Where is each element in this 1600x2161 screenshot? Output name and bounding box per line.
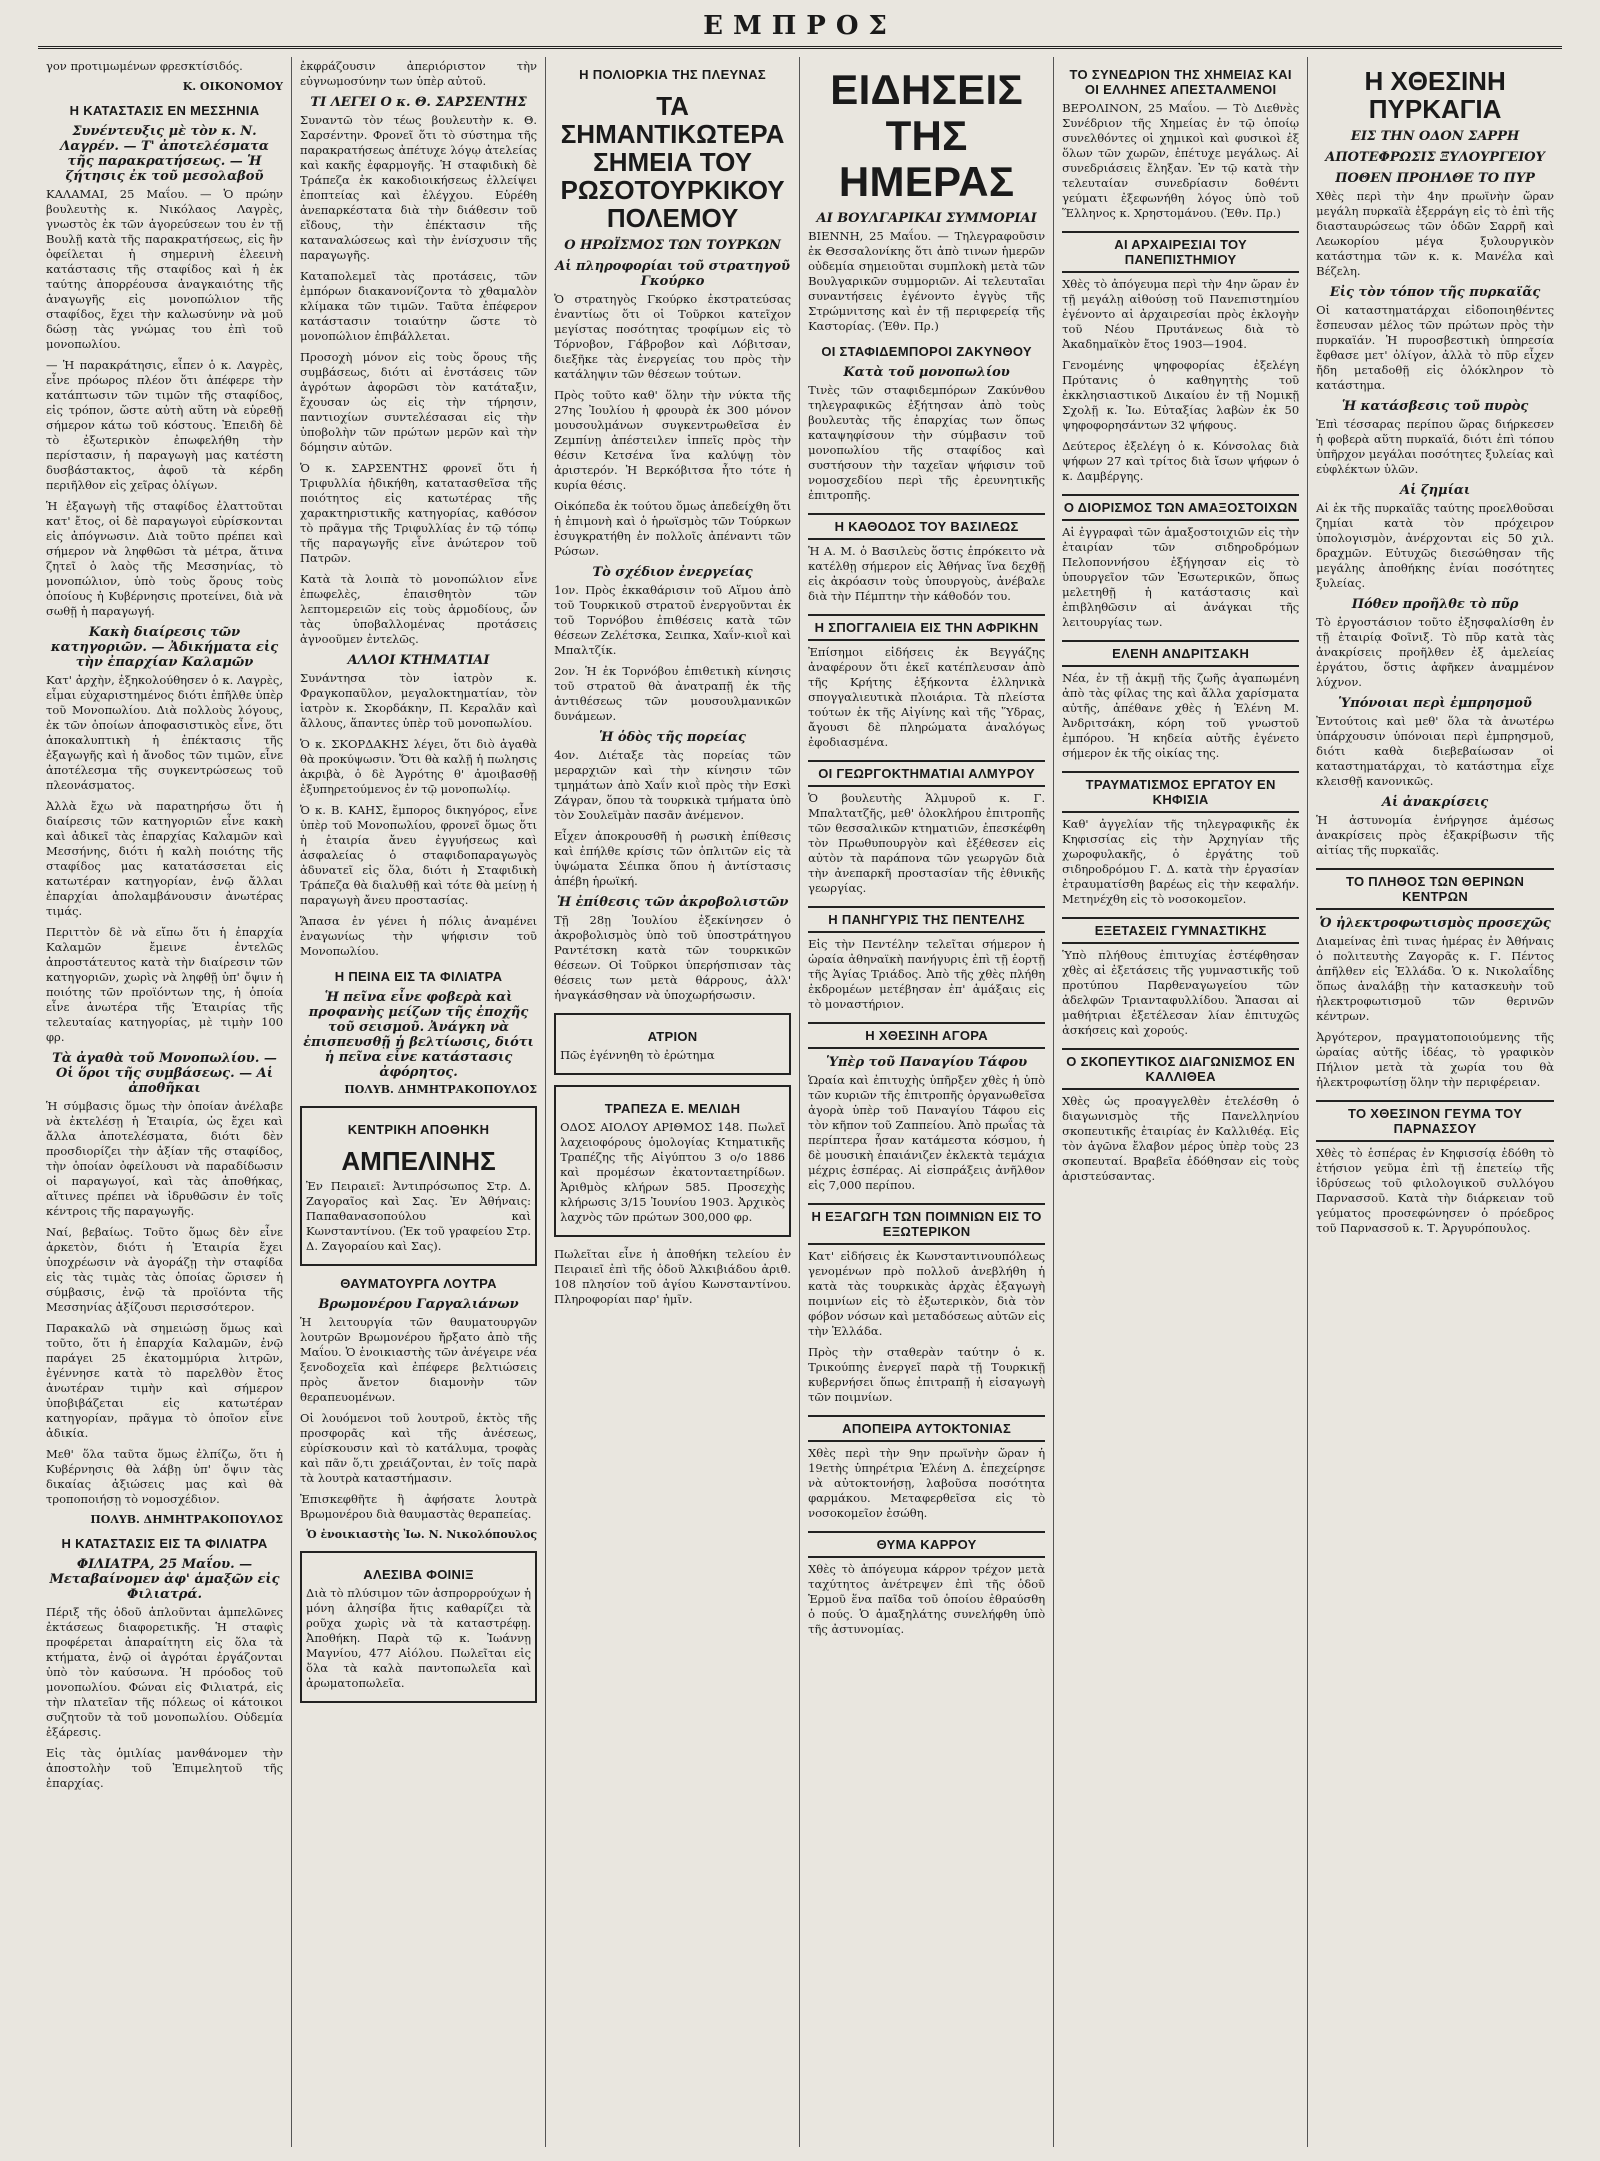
article-headline: ΘΥΜΑ ΚΑΡΡΟΥ xyxy=(808,1531,1045,1558)
article-headline: ΕΛΕΝΗ ΑΝΔΡΙΤΣΑΚΗ xyxy=(1062,640,1299,667)
article-paragraph: Ὁ στρατηγὸς Γκούρκο ἐκστρατεύσας ἐναντίως ὅτι οἱ Τοῦρκοι κατεῖχον μεγίστας ποσότητας τροφίμων εἰς τὸ Τόρνοβον, Γάβροβον καὶ Λόβιτσαν, διεξῆκε τὰς ἐνεργείας του πρὸς τὴν κατάληψιν τῶν θέσεων τούτων. xyxy=(554,292,792,381)
article-subheading: Τὸ σχέδιον ἐνεργείας xyxy=(592,565,753,580)
column-2 xyxy=(292,57,546,2147)
article-headline: Η ΕΞΑΓΩΓΗ ΤΩΝ ΠΟΙΜΝΙΩΝ ΕΙΣ ΤΟ ΕΞΩΤΕΡΙΚΟΝ xyxy=(808,1203,1045,1245)
article-paragraph: Πρὸς τὴν σταθερὰν ταύτην ὁ κ. Τρικούπης ἐνεργεῖ παρὰ τῇ Τουρκικῇ κυβερνήσει ὅπως ἐπιτραπῇ ἡ εἰσαγωγὴ τῶν ποιμνίων. xyxy=(808,1345,1046,1404)
article-paragraph: Ὁ κ. ΣΑΡΣΕΝΤΗΣ φρονεῖ ὅτι ἡ Τριφυλλία ἠδικήθη, κατατασθεῖσα τῆς ποιότητος εἰς κατωτέρας τῆς χαρακτηριστικῆς κατηγορίας, καθόσον τὸ πρᾶγμα τῆς Τριφυλλίας ἐν τῷ τόπῳ τῆς παραγωγῆς εἶνε ἀνώτερον τοῦ Πατρῶν. xyxy=(300,461,538,565)
advertisement-title: ΑΜΠΕΛΙΝΗΣ xyxy=(341,1146,496,1176)
article-headline: Η ΚΑΤΑΣΤΑΣΙΣ ΕΝ ΜΕΣΣΗΝΙΑ xyxy=(69,103,260,118)
article-paragraph: Ἡ λειτουργία τῶν θαυματουργῶν λουτρῶν Βρωμονέρου ἤρξατο ἀπὸ τῆς Μαΐου. Ὁ ἐνοικιαστὴς τῶν ἀνέγειρε νέα ξενοδοχεῖα καὶ ἐπέφερε βελτιώσεις πρὸς ἄνετον διαμονὴν τῶν θεραπευομένων. xyxy=(300,1315,538,1404)
article-subheading: Ο ΗΡΩΪΣΜΟΣ ΤΩΝ ΤΟΥΡΚΩΝ xyxy=(564,238,781,253)
column-6 xyxy=(1308,57,1562,2147)
article-paragraph: Τῇ 28ῃ Ἰουλίου ἐξεκίνησεν ὁ ἀκροβολισμὸς ὑπὸ τοῦ ὑποστράτηγου Ραντέτσκη κατὰ τῶν τουρκικῶν θέσεων. Οἱ Τοῦρκοι ὑπερήσπισαν τὰς θέσεις των μετὰ θάρρους, ἀλλ' ἠναγκάσθησαν νὰ ὑποχωρήσωσιν. xyxy=(554,913,792,1002)
article-paragraph: Οἱ καταστηματάρχαι εἰδοποιηθέντες ἔσπευσαν μέλος τῶν πρώτων πρὸς τὴν πυρκαϊάν. Ἡ πυροσβεστικὴ ὑπηρεσία ἔφθασε μετ' ὀλίγον, ἀλλὰ τὸ πῦρ εἶχεν ἤδη μεταδοθῇ εἰς ὁλόκληρον τὸ κατάστημα. xyxy=(1316,303,1555,392)
article-paragraph: γον προτιμωμένων φρεσκτίσιδός. xyxy=(46,59,243,73)
news-of-the-day-headline: ΕΙΔΗΣΕΙΣ ΤΗΣ ΗΜΕΡΑΣ xyxy=(830,66,1023,205)
article-subheading: Ὑπὲρ τοῦ Παναγίου Τάφου xyxy=(826,1055,1028,1070)
article-paragraph: Δεύτερος ἐξελέγη ὁ κ. Κόνσολας διὰ ψήφων 27 καὶ τρίτος διὰ ἴσων ψήφων ὁ κ. Δαμβέργης. xyxy=(1062,439,1300,483)
article-headline: ΑΠΟΠΕΙΡΑ ΑΥΤΟΚΤΟΝΙΑΣ xyxy=(808,1415,1045,1442)
article-paragraph: Ὁ κ. ΣΚΟΡΔΑΚΗΣ λέγει, ὅτι διὸ ἀγαθὰ θὰ προκύψωσιν. Ὅτι θὰ καλῇ ἡ πωλησις ἀκριβὰ, ὁ δὲ Ἀγρότης θ' ἀμοιβασθῇ ἐξυπηρετούμενος ἐν τῷ μονοπωλίῳ. xyxy=(300,737,538,796)
article-subheading: Κακὴ διαίρεσις τῶν κατηγοριῶν. — Ἀδικήματα εἰς τὴν ἐπαρχίαν Καλαμῶν xyxy=(50,625,279,670)
article-paragraph: Κατὰ τὰ λοιπὰ τὸ μονοπώλιον εἶνε ἐπωφελὲς, ἐπαισθητὸν τῶν λεπτομερειῶν εἰς τοὺς ἁρμοδίους, ὧν τὰς ὑποβαλλομένας προτάσεις ἀγνοοῦμεν ἐντελῶς. xyxy=(300,572,538,646)
article-paragraph: Χθὲς περὶ τὴν 4ην πρωϊνὴν ὥραν μεγάλη πυρκαϊὰ ἐξερράγη εἰς τὸ ἐπὶ τῆς διασταυρώσεως τῶν ὁδῶν Σαρρῆ καὶ Λεωκορίου μέγα ξυλουργικὸν κατάστημα τῶν κ. κ. Μανέλα καὶ Βέζελη. xyxy=(1316,189,1555,278)
article-paragraph: Χθὲς περὶ τὴν 9ην πρωϊνὴν ὥραν ἡ 19ετὴς ὑπηρέτρια Ἑλένη Δ. ἐπεχείρησε νὰ αὐτοκτονήσῃ, λαβοῦσα ποσότητα φαρμάκου. Μεταφερθεῖσα εἰς τὸ νοσοκομεῖον ἐσώθη. xyxy=(808,1446,1046,1520)
article-paragraph: 4ον. Διέταξε τὰς πορείας τῶν μεραρχιῶν καὶ τὴν κίνησιν τῶν τμημάτων ἀπὸ Χαΐν κιοῒ πρὸς τὴν Εσκὶ Ζάγραν, ὅπου τὰ τουρκικὰ τμήματα ὑπὸ τὸν Σουλεϊμὰν πασᾶν ἀνέμενον. xyxy=(554,748,792,822)
advertisement xyxy=(300,1106,537,1266)
article-paragraph: Ἡ ἐξαγωγὴ τῆς σταφίδος ἐλαττοῦται κατ' ἔτος, οἱ δὲ παραγωγοὶ εὑρίσκονται εἰς ἀπόγνωσιν. Διὰ τοῦτο πρέπει καὶ σήμερον νὰ ληφθῶσι τὰ μέτρα, ἅτινα ζητεῖ ὁ λαὸς τῆς Μεσσηνίας, τὸ μονοπώλιον, ὑπὸ τοὺς ὅρους τοὺς ὁποίους ἡ Κυβέρνησις προτείνει, διὰ νὰ σωθῇ ἡ παραγωγή. xyxy=(46,499,284,618)
article-headline: ΤΟ ΠΛΗΘΟΣ ΤΩΝ ΘΕΡΙΝΩΝ ΚΕΝΤΡΩΝ xyxy=(1316,868,1554,910)
article-headline: Η ΣΠΟΓΓΑΛΙΕΙΑ ΕΙΣ ΤΗΝ ΑΦΡΙΚΗΝ xyxy=(808,614,1045,641)
article-subheading: Ὁ ἠλεκτροφωτισμὸς προσεχῶς xyxy=(1319,916,1551,931)
article-paragraph: Πρὸς τοῦτο καθ' ὅλην τὴν νύκτα τῆς 27ης Ἰουλίου ἡ φρουρὰ ἐκ 300 μόνον μουσουλμάνων συγκεντρωθεῖσα ἐν Ζεμπίνῃ ἀπέστειλεν ἱππεῖς πρὸς τὴν θέσιν Κετσένα ἵνα καλύψῃ τὸν ἀριστερόν. Ἡ Βερκόβιτσα ἦτο τότε ἡ κυρία θέσις. xyxy=(554,388,792,492)
article-paragraph: Μεθ' ὅλα ταῦτα ὅμως ἐλπίζω, ὅτι ἡ Κυβέρνησις θὰ λάβῃ ὑπ' ὄψιν τὰς δικαίας ἀξιώσεις μας καὶ θὰ τροποποιήσῃ τὸ νομοσχέδιον. xyxy=(46,1447,284,1506)
article-subheading: ΕΙΣ ΤΗΝ ΟΔΟΝ ΣΑΡΡΗ xyxy=(1350,129,1520,144)
advertisement xyxy=(554,1013,791,1075)
article-paragraph: Ἀργότερον, πραγματοποιούμενης τῆς ὡραίας αὐτῆς ἰδέας, τὸ γραφικὸν Πήλιον μετὰ τὰ χωρία του θὰ ἠλεκτροφωτίσῃ ὅλην τὴν περιφέρειαν. xyxy=(1316,1030,1555,1089)
article-paragraph: Διαμείνας ἐπὶ τινας ἡμέρας ἐν Ἀθήναις ὁ πολιτευτὴς Ζαγορᾶς κ. Γ. Πέντος ἀπῆλθεν εἰς Ἑλλάδα. Ὁ κ. Νικολαΐδης ὅπως ἀναλάβῃ τὴν κατασκευὴν τοῦ ἠλεκτροφωτισμοῦ τῶν θερινῶν κέντρων. xyxy=(1316,934,1555,1023)
article-subheading: Αἱ πληροφορίαι τοῦ στρατηγοῦ Γκούρκο xyxy=(555,259,791,289)
article-paragraph: Ἅπασα ἐν γένει ἡ πόλις ἀναμένει ἐναγωνίως τὴν ψήφισιν τοῦ Μονοπωλίου. xyxy=(300,914,538,958)
article-paragraph: Ὡραία καὶ ἐπιτυχὴς ὑπῆρξεν χθὲς ἡ ὑπὸ τῶν κυριῶν τῆς ἐπιτροπῆς ὀργανωθεῖσα ἀγορὰ ὑπὲρ τοῦ Παναγίου Τάφου εἰς τὸν κῆπον τοῦ Ζαππείου. Ἀπὸ πρωΐας τὰ περίπτερα ἦσαν κατάμεστα κόσμου, ἡ δὲ μουσικὴ ἐπαιάνιζεν ἐκλεκτὰ τεμάχια μέχρις ἑσπέρας. Αἱ εἰσπράξεις ἀνῆλθον εἰς 7,000 περίπου. xyxy=(808,1073,1046,1192)
article-paragraph: Ὑπὸ πλήθους ἐπιτυχίας ἐστέφθησαν χθὲς αἱ ἐξετάσεις τῆς γυμναστικῆς τοῦ προτύπου Παρθεναγωγείου τῶν ἀδελφῶν Τριανταφυλλίδου. Ἅπασαι αἱ μαθήτριαι ἐξετέλεσαν λίαν ἐπιτυχῶς ἀσκήσεις καὶ χορούς. xyxy=(1062,948,1300,1037)
article-subheading: ΑΠΟΤΕΦΡΩΣΙΣ ΞΥΛΟΥΡΓΕΙΟΥ xyxy=(1325,150,1545,165)
article-paragraph: Αἱ ἐκ τῆς πυρκαϊᾶς ταύτης προελθοῦσαι ζημίαι κατὰ τὸν πρόχειρον ὑπολογισμὸν, ἀνέρχονται εἰς 50 χιλ. δραχμῶν. Εὐτυχῶς διεσώθησαν τῆς μεγάλης ἀποθήκης ἐνίαι ποσότητες ξυλείας. xyxy=(1316,501,1555,590)
article-paragraph: Προσοχὴ μόνον εἰς τοὺς ὅρους τῆς συμβάσεως, διότι αἱ ἐνστάσεις τῶν ἀγρότων ἀφορῶσι τὸν κατάταξιν, ἔχουσαν ὡς εἰς τὴν τήρησιν, παντιοχίων συντελέσασαι εἰς τὴν ὑποβολὴν τῶν πρώτων μερῶν καὶ τὴν δόμησιν αὐτῶν. xyxy=(300,350,538,454)
article-headline: ΘΑΥΜΑΤΟΥΡΓΑ ΛΟΥΤΡΑ xyxy=(340,1276,497,1291)
article-paragraph: Συνάντησα τὸν ἰατρὸν κ. Φραγκοπαῦλον, μεγαλοκτηματίαν, τὸν ἰατρὸν κ. Σκορδάκην, Π. Κεραλᾶν καὶ ἄλλους, ἅπαντες ὑπὲρ τοῦ μονοπωλίου. xyxy=(300,671,538,730)
article-subheading: Ὑπόνοιαι περὶ ἐμπρησμοῦ xyxy=(1338,696,1532,711)
article-paragraph: Εἶχεν ἀποκρουσθῆ ἡ ρωσικὴ ἐπίθεσις καὶ ἐπήλθε κρίσις τῶν ὁπλιτῶν εἰς τὰ ὑψώματα Σέιπκα ὅπου ἡ ἀντίστασις ἀπέβη ἡρωϊκή. xyxy=(554,829,792,888)
article-paragraph: Ὁ κ. Β. ΚΑΗΣ, ἔμπορος δικηγόρος, εἶνε ὑπὲρ τοῦ Μονοπωλίου, φρονεῖ ὅμως ὅτι ἡ ἑταιρία ἄνευ ἐγγυήσεως καὶ ἀσφαλείας ὁ σταφιδοπαραγωγὸς ἀδυνατεῖ εἰς ὅλα, διότι ἡ Σταφιδικὴ Τράπεζα θὰ διαλυθῇ καὶ τότε θὰ μείνῃ ἡ παραγωγὴ ἄνευ προστασίας. xyxy=(300,803,538,907)
advertisement-title: ΑΤΡΙΟΝ xyxy=(647,1029,698,1044)
article-subheading: Βρωμονέρου Γαργαλιάνων xyxy=(318,1297,519,1312)
article-subheading: Αἱ ζημίαι xyxy=(1400,483,1471,498)
article-headline: Η ΚΑΘΟΔΟΣ ΤΟΥ ΒΑΣΙΛΕΩΣ xyxy=(808,513,1045,540)
column-1 xyxy=(38,57,292,2147)
article-paragraph: Ἐπισκεφθῆτε ἢ ἀφήσατε λουτρὰ Βρωμονέρου διὰ θαυμαστὰς θεραπείας. xyxy=(300,1492,538,1521)
article-headline: Ο ΣΚΟΠΕΥΤΙΚΟΣ ΔΙΑΓΩΝΙΣΜΟΣ ΕΝ ΚΑΛΛΙΘΕΑ xyxy=(1062,1048,1299,1090)
article-subheading: Ἡ κατάσβεσις τοῦ πυρὸς xyxy=(1341,399,1529,414)
article-signature: Ὁ ἐνοικιαστὴς Ἰω. Ν. Νικολόπουλος xyxy=(306,1528,538,1541)
article-subheading: Ἡ ὁδὸς τῆς πορείας xyxy=(599,730,746,745)
article-signature: ΠΟΛΥΒ. ΔΗΜΗΤΡΑΚΟΠΟΥΛΟΣ xyxy=(344,1083,538,1096)
article-signature: ΠΟΛΥΒ. ΔΗΜΗΤΡΑΚΟΠΟΥΛΟΣ xyxy=(90,1513,284,1526)
article-subheading: Πόθεν προῆλθε τὸ πῦρ xyxy=(1351,597,1519,612)
article-headline: Η ΚΑΤΑΣΤΑΣΙΣ ΕΙΣ ΤΑ ΦΙΛΙΑΤΡΑ xyxy=(61,1536,268,1551)
article-paragraph: Ἡ ἀστυνομία ἐνήργησε ἀμέσως ἀνακρίσεις πρὸς ἐξακρίβωσιν τῆς αἰτίας τῆς πυρκαϊᾶς. xyxy=(1316,813,1555,857)
advertisement-text: Ἐν Πειραιεῖ: Ἀντιπρόσωπος Στρ. Δ. Ζαγοραῖος καὶ Σας. Ἐν Ἀθήναις: Παπαθανασοπούλου καὶ Κωνσταντίνου. (Ἐκ τοῦ γραφείου Στρ. Δ. Ζαγοραίου καὶ Σας). xyxy=(306,1179,532,1253)
article-paragraph: Οἰκόπεδα ἐκ τούτου ὅμως ἀπεδείχθη ὅτι ἡ ἐπιμονὴ καὶ ὁ ἡρωϊσμὸς τῶν Τούρκων ἐσυγκρατήθη ἐν πολλοῖς ἀπέναντι τῶν Ρώσων. xyxy=(554,499,792,558)
article-headline: ΤΑ ΣΗΜΑΝΤΙΚΩΤΕΡΑ ΣΗΜΕΙΑ ΤΟΥ ΡΩΣΟΤΟΥΡΚΙΚΟΥ ΠΟΛΕΜΟΥ xyxy=(560,91,785,233)
article-paragraph: Καθ' ἀγγελίαν τῆς τηλεγραφικῆς ἐκ Κηφισσίας εἰς τὴν Ἀρχηγίαν τῆς χωροφυλακῆς, ὁ ἐργάτης τοῦ σιδηροδρόμου Γ. Δ. κατὰ τὴν ἐργασίαν ἐτραυματίσθη βαρέως εἰς τὴν κεφαλήν. Μετηνέχθη εἰς τὸ νοσοκομεῖον. xyxy=(1062,817,1300,906)
article-paragraph: Παρακαλῶ νὰ σημειώσῃ ὅμως καὶ τοῦτο, ὅτι ἡ ἐπαρχία Καλαμῶν, ἐνῷ παράγει 25 ἑκατομμύρια λιτρῶν, ἐγέννησε κατὰ τὸ παρελθὸν ἔτος ἀνωτέραν τιμὴν καὶ σήμερον ὑποβιβάζεται εἰς κατωτέραν κατηγορίαν, πρᾶγμα τὸ ὁποῖον εἶνε ἀδικία. xyxy=(46,1321,284,1440)
masthead-title: ΕΜΠΡΟΣ xyxy=(703,11,897,41)
article-paragraph: Πέριξ τῆς ὁδοῦ ἁπλοῦνται ἀμπελῶνες ἐκτάσεως διαφορετικῆς. Ἡ σταφὶς προφέρεται ἀπαραίτητη εἰς ὅλα τὰ κτήματα, ἐνῷ οἱ ἀγρόται ἐργάζονται ὑπὸ τὸν καύσωνα. Ἡ πρόοδος τοῦ μονοπωλίου. Φώναι εἰς Φιλιατρά, εἰς τὴν πλατεῖαν τῆς πόλεως οἱ κάτοικοι συζητοῦν τὰ τοῦ μονοπωλίου. Οὐδεμία ἐξάρεσις. xyxy=(46,1605,284,1739)
article-paragraph: Χθὲς τὸ ἀπόγευμα κάρρον τρέχον μετὰ ταχύτητος ἀνέτρεψεν ἐπὶ τῆς ὁδοῦ Ἑρμοῦ ἕνα παῖδα τοῦ ὁποίου ἐθραύσθη ὁ πούς. Ὁ ἁμαξηλάτης συνελήφθη ὑπὸ τῆς ἀστυνομίας. xyxy=(808,1562,1046,1636)
article-paragraph: 1ον. Πρὸς ἐκκαθάρισιν τοῦ Αἵμου ἀπὸ τοῦ Τουρκικοῦ στρατοῦ ἐνεργοῦνται ἐκ τοῦ Τορνόβου ἐπιθέσεις κατὰ τῶν θέσεων Ζελέτσκα, Σειπκα, Χαΐν-κιοῒ καὶ Μπαλτζίκ. xyxy=(554,583,792,657)
article-subheading: ΑΙ ΒΟΥΛΓΑΡΙΚΑΙ ΣΥΜΜΟΡΙΑΙ xyxy=(816,211,1037,226)
article-subheading: Συνέντευξις μὲ τὸν κ. Ν. Λαγρέν. — Τ' ἀποτελέσματα τῆς παρακρατήσεως. — Ἡ ζήτησις ἐκ τοῦ μεσολαβοῦ xyxy=(60,124,269,184)
article-signature: Κ. ΟΙΚΟΝΟΜΟΥ xyxy=(182,80,284,93)
article-paragraph: Οἱ λουόμενοι τοῦ λουτροῦ, ἐκτὸς τῆς προσφορᾶς καὶ τῆς ἀνέσεως, εὑρίσκουσιν καὶ τὸ κατάλυμα, τροφὰς καὶ πᾶν ὅ,τι χρειάζονται, ἐν τοῖς παρὰ τὰ λουτρὰ καταστήμασιν. xyxy=(300,1411,538,1485)
column-5 xyxy=(1054,57,1308,2147)
article-subheading: Αἱ ἀνακρίσεις xyxy=(1381,795,1489,810)
columns-container xyxy=(38,57,1562,2147)
article-headline: ΤΟ ΣΥΝΕΔΡΙΟΝ ΤΗΣ ΧΗΜΕΙΑΣ ΚΑΙ ΟΙ ΕΛΛΗΝΕΣ ΑΠΕΣΤΑΛΜΕΝΟΙ xyxy=(1069,67,1292,97)
article-paragraph: Χθὲς τὸ ἑσπέρας ἐν Κηφισσίᾳ ἐδόθη τὸ ἐτήσιον γεῦμα ἐπὶ τῇ ἐπετείῳ τῆς ἱδρύσεως τοῦ φιλολογικοῦ συλλόγου Παρνασσοῦ. Κατὰ τὴν διάρκειαν τοῦ γεύματος προσεφώνησεν ὁ πρόεδρος τοῦ Παρνασσοῦ κ. Τ. Ἀργυρόπουλος. xyxy=(1316,1146,1555,1235)
article-headline: ΤΟ ΧΘΕΣΙΝΟΝ ΓΕΥΜΑ ΤΟΥ ΠΑΡΝΑΣΣΟΥ xyxy=(1316,1100,1554,1142)
article-paragraph: Ἡ σύμβασις ὅμως τὴν ὁποίαν ἀνέλαβε νὰ ἐκτελέσῃ ἡ Ἑταιρία, ὡς ἔχει καὶ ἄλλα ἀποτελέσματα, διότι δὲν προσδιορίζει τὴν ἀξίαν τῆς σταφίδος, τὴν ὁποίαν ὀφείλουσι νὰ παραδίδωσιν οἱ παραγωγοί, καὶ τὰς ἀποθήκας, αἵτινες πρέπει νὰ ἱδρυθῶσιν ἐν τοῖς κέντροις τῆς παραγωγῆς. xyxy=(46,1099,284,1218)
article-paragraph: Νέα, ἐν τῇ ἀκμῇ τῆς ζωῆς ἀγαπωμένη ἀπὸ τὰς φίλας της καὶ ἄλλα χαρίσματα αὐτῆς, ἀπέθανε χθὲς ἡ Ἑλένη Μ. Ἀνδριτσάκη, κόρη τοῦ γνωστοῦ ἐμπόρου. Ἡ κηδεία αὐτῆς ἐγένετο σήμερον ἐκ τῆς οἰκίας της. xyxy=(1062,671,1300,760)
article-paragraph: Χθὲς τὸ ἀπόγευμα περὶ τὴν 4ην ὥραν ἐν τῇ μεγάλῃ αἰθούσῃ τοῦ Πανεπιστημίου ἐγένοντο αἱ ἀρχαιρεσίαι πρὸς ἐκλογὴν τοῦ Νέου Πρυτάνεως διὰ τὸ Ἀκαδημαϊκὸν ἔτος 1903—1904. xyxy=(1062,277,1300,351)
article-headline: ΤΡΑΥΜΑΤΙΣΜΟΣ ΕΡΓΑΤΟΥ ΕΝ ΚΗΦΙΣΙΑ xyxy=(1062,771,1299,813)
article-paragraph: Ἐντούτοις καὶ μεθ' ὅλα τὰ ἀνωτέρω ὑπάρχουσιν ὑπόνοιαι περὶ ἐμπρησμοῦ, διότι καθὰ διεβεβαίωσαν οἱ καταστηματάρχαι, τὸ κατάστημα εἶχε κλεισθῇ κανονικῶς. xyxy=(1316,714,1555,788)
article-paragraph: Ὁ βουλευτὴς Ἁλμυροῦ κ. Γ. Μπαλτατζῆς, μεθ' ὁλοκλήρου ἐπιτροπῆς τῶν θεσσαλικῶν κτηματιῶν, ἐπεσκέφθη τὸν Πρωθυπουργὸν καὶ ἐξέθεσεν εἰς αὐτὸν τὰ παράπονα τῶν γεωργῶν διὰ τὴν ἀνεπαρκῆ προστασίαν τῆς ἐθνικῆς γεωργίας. xyxy=(808,791,1046,895)
article-headline: ΟΙ ΣΤΑΦΙΔΕΜΠΟΡΟΙ ΖΑΚΥΝΘΟΥ xyxy=(821,344,1032,359)
advertisement-title: ΤΡΑΠΕΖΑ Ε. ΜΕΛΙΔΗ xyxy=(604,1101,741,1116)
column-4 xyxy=(800,57,1054,2147)
article-subheading: Εἰς τὸν τόπον τῆς πυρκαϊᾶς xyxy=(1329,285,1541,300)
article-headline: Ο ΔΙΟΡΙΣΜΟΣ ΤΩΝ ΑΜΑΞΟΣΤΟΙΧΩΝ xyxy=(1062,494,1299,521)
article-paragraph: Καταπολεμεῖ τὰς προτάσεις, τῶν ἐμπόρων διακανονίζοντα τὸ χθαμαλὸν κλίμακα τῶν τιμῶν. Ταῦτα ἐπέφερον κατάστασιν τοιαύτην ὥστε τὸ μονοπώλιον ἐπιβάλλεται. xyxy=(300,269,538,343)
article-subheading: ΠΟΘΕΝ ΠΡΟΗΛΘΕ ΤΟ ΠΥΡ xyxy=(1335,171,1535,186)
article-subheading: Τὰ ἀγαθὰ τοῦ Μονοπωλίου. — Οἱ ὅροι τῆς συμβάσεως. — Αἱ ἀποθῆκαι xyxy=(52,1051,277,1096)
article-paragraph: Ἀλλὰ ἔχω νὰ παρατηρήσω ὅτι ἡ διαίρεσις τῶν κατηγοριῶν εἶνε κακὴ καὶ ἀδικεῖ τὰς ἐπαρχίας Καλαμῶν καὶ Μεσσήνης, διότι ἡ καλὴ ποιότης τῆς σταφίδος μας κατατάσσεται εἰς κατωτέραν κατηγορίαν, ἐνῷ ἄλλαι ἐπαρχίαι ἀπολαμβάνουσιν ἀνωτέρας τιμάς. xyxy=(46,799,284,918)
article-paragraph: Εἰς τὰς ὁμιλίας μανθάνομεν τὴν ἀποστολὴν τοῦ Ἐπιμελητοῦ τῆς ἐπαρχίας. xyxy=(46,1746,284,1790)
article-paragraph: Αἱ ἐγγραφαὶ τῶν ἁμαξοστοιχιῶν εἰς τὴν ἐταιρίαν τῶν σιδηροδρόμων Πελοποννήσου ἐξήγησαν εἰς τὸ ὑπουργεῖον τῶν Ἐσωτερικῶν, ὅπως μελετηθῇ ἡ κατάστασις καὶ ἐπιβληθῶσιν αἱ ἀνάγκαι τῆς λειτουργίας των. xyxy=(1062,525,1300,629)
article-paragraph: Πωλεῖται εἶνε ἡ ἀποθήκη τελείου ἐν Πειραιεῖ ἐπὶ τῆς ὁδοῦ Ἀλκιβιάδου ἀριθ. 108 πλησίον τοῦ ἁγίου Κωνσταντίνου. Πληροφορίαι παρ' ἡμῖν. xyxy=(554,1247,792,1306)
advertisement-title: ΑΛΕΣΙΒΑ ΦΟΙΝΙΞ xyxy=(363,1567,474,1582)
article-paragraph: Ναί, βεβαίως. Τοῦτο ὅμως δὲν εἶνε ἀρκετὸν, διότι ἡ Ἑταιρία ἔχει ὑποχρέωσιν νὰ ἀγοράζῃ τὴν σταφίδα εἰς τὰς τιμὰς τὰς ὁποίας ὥρισεν ἡ σύμβασις, ἐνῷ τὰ προϊόντα τῆς Μεσσηνίας ἀξίζουσι περισσότερον. xyxy=(46,1225,284,1314)
article-paragraph: Εἰς τὴν Πεντέλην τελεῖται σήμερον ἡ ὡραία ἀθηναϊκὴ πανήγυρις ἐπὶ τῇ ἑορτῇ τῆς Ἁγίας Τριάδος. Ἀπὸ τῆς χθὲς πλήθη ἐκδρομέων μετέβησαν ἐπ' ἁμάξαις εἰς τὸ μοναστήριον. xyxy=(808,937,1046,1011)
article-paragraph: Ἡ Α. Μ. ὁ Βασιλεὺς ὅστις ἐπρόκειτο νὰ κατέλθῃ σήμερον εἰς Ἀθήνας ἵνα δεχθῇ εἰς ἀκρόασιν τοὺς ὑπουργοὺς, ἀνέβαλε διὰ τὴν Πέμπτην τὴν κάθοδόν του. xyxy=(808,544,1046,603)
advertisement-title: ΚΕΝΤΡΙΚΗ ΑΠΟΘΗΚΗ xyxy=(347,1122,490,1137)
article-paragraph: Τινὲς τῶν σταφιδεμπόρων Ζακύνθου τηλεγραφικῶς ἐξήτησαν ἀπὸ τοὺς βουλευτὰς τῆς ἐπαρχίας των ὅπως καταψηφίσουν τὴν σύμβασιν τοῦ μονοπωλίου τῆς σταφίδος καὶ συστήσουν τὴν ταχεῖαν ψήφισιν τοῦ νομοσχεδίου περὶ τῆς ἐρευνητικῆς ἐπιτροπῆς. xyxy=(808,383,1046,502)
article-paragraph: ΒΙΕΝΝΗ, 25 Μαΐου. — Τηλεγραφοῦσιν ἐκ Θεσσαλονίκης ὅτι ἀπὸ τινων ἡμερῶν οὐδεμία σημειοῦται συμπλοκὴ μετὰ τῶν Βουλγαρικῶν συμμοριῶν. Αἱ τελευταῖαι συναντήσεις ἐγένοντο ἐγγὺς τῆς Στρώμνιτσης καὶ ἐν τῇ περιφερείᾳ τῆς Καστορίας. (Ἐθν. Πρ.) xyxy=(808,229,1046,333)
article-paragraph: Γενομένης ψηφοφορίας ἐξελέγη Πρύτανις ὁ καθηγητὴς τοῦ ἐκκλησιαστικοῦ Δικαίου ἐν τῇ Νομικῇ Σχολῇ κ. Ἰω. Εὐταξίας λαβὼν ἐκ 50 ψηφοφορησάντων 32 ψήφους. xyxy=(1062,358,1300,432)
article-headline: ΟΙ ΓΕΩΡΓΟΚΤΗΜΑΤΙΑΙ ΑΛΜΥΡΟΥ xyxy=(808,760,1045,787)
masthead xyxy=(38,6,1562,49)
article-subheading: ΤΙ ΛΕΓΕΙ Ο κ. Θ. ΣΑΡΣΕΝΤΗΣ xyxy=(310,95,527,110)
article-subheading: ΑΛΛΟΙ ΚΤΗΜΑΤΙΑΙ xyxy=(347,653,490,668)
article-paragraph: Ἐπίσημοι εἰδήσεις ἐκ Βεγγάζης ἀναφέρουν ὅτι ἐκεῖ κατέπλευσαν ἀπὸ τῆς Κρήτης ἑξήκοντα ἑλληνικὰ σπογγαλιευτικὰ πλοιάρια. Τὰ πλείστα τούτων ἐκ τῆς Αἰγίνης καὶ τῆς Ὕδρας, ἄγουσι δὲ πληρώματα ἀναλόγως ἐφοδιασμένα. xyxy=(808,645,1046,749)
article-subheading: ΦΙΛΙΑΤΡΑ, 25 Μαΐου. — Μεταβαίνομεν ἀφ' ἁμαξῶν εἰς Φιλιατρά. xyxy=(49,1557,280,1602)
advertisement-text: ΟΔΟΣ ΑΙΟΛΟΥ ΑΡΙΘΜΟΣ 148. Πωλεῖ λαχειοφόρους ὁμολογίας Κτηματικῆς Τραπέζης τῆς Αἰγύπτου 3 ο/ο 1886 καὶ προμέσων ἐκατονταετηρίδων. Ἀριθμὸς κλήρων 585. Προσεχὴς κλήρωσις 3/15 Ἰουνίου 1903. Ἀρχικὸς λαχνὸς τῶν πρώτων 300,000 φρ. xyxy=(560,1120,786,1224)
article-headline: ΑΙ ΑΡΧΑΙΡΕΣΙΑΙ ΤΟΥ ΠΑΝΕΠΙΣΤΗΜΙΟΥ xyxy=(1062,231,1299,273)
column-3 xyxy=(546,57,800,2147)
article-headline: Η ΠΑΝΗΓΥΡΙΣ ΤΗΣ ΠΕΝΤΕΛΗΣ xyxy=(808,906,1045,933)
article-headline: Η ΠΟΛΙΟΡΚΙΑ ΤΗΣ ΠΛΕΥΝΑΣ xyxy=(579,67,766,82)
article-paragraph: Κατ' εἰδήσεις ἐκ Κωνσταντινουπόλεως γενομένων πρὸ πολλοῦ ἀνεβλήθη ἡ κατὰ τὰς τουρκικὰς ἀρχὰς ἐξαγωγὴ ποιμνίων εἰς τὸ ἐξωτερικὸν, διὰ τὸν φόβον νόσων καὶ μεταδόσεως αὐτῶν εἰς τὴν Ἑλλάδα. xyxy=(808,1249,1046,1338)
article-paragraph: Συναντῶ τὸν τέως βουλευτὴν κ. Θ. Σαρσέντην. Φρονεῖ ὅτι τὸ σύστημα τῆς παρακρατήσεως ἀπέτυχε λόγῳ ἀτελείας καὶ κακῆς ἐφαρμογῆς. Ἡ σταφιδικὴ δὲ Τράπεζα ἐκ κακοδιοικήσεως ἐλλείψει ἐποπτείας καὶ ἐλέγχου. Εὑρέθη ἀνεπαρκέστατα διὰ τὴν διάθεσιν τοῦ εἴδους, τὴν ἐπέκτασιν τῆς καταναλώσεως καὶ τὴν ἐνίσχυσιν τῆς παραγωγῆς. xyxy=(300,113,538,262)
article-paragraph: 2ον. Ἡ ἐκ Τορνόβου ἐπιθετικὴ κίνησις τοῦ στρατοῦ θὰ ἀνατραπῇ ἐκ τῆς ἀντιθέσεως τῶν μουσουλμανικῶν δυνάμεων. xyxy=(554,664,792,723)
article-subheading: Κατὰ τοῦ μονοπωλίου xyxy=(843,365,1010,380)
advertisement-text: Πῶς ἐγέννηθη τὸ ἐρώτημα xyxy=(560,1048,715,1062)
article-paragraph: ΚΑΛΑΜΑΙ, 25 Μαΐου. — Ὁ πρώην βουλευτὴς κ. Νικόλαος Λαγρὲς, γνωστὸς ἐκ τῶν ἀγορεύσεων του ἐν τῇ Βουλῇ κατὰ τῆς παρακρατήσεως, εἰς ἣν ὀφείλεται ἡ σημερινὴ ἐλεεινὴ κατάστασις τῆς σταφίδος καὶ ἡ ἐκ ταύτης ἀπορρέουσα ἀναγκαιότης τῆς ἀναγωγῆς εἰς μονοπώλιον τῆς σταφίδος, ἔχει τὴν καλωσύνην νὰ μοῦ δώσῃ τὰς γνώμας του ἐπὶ τοῦ μονοπωλίου. xyxy=(46,187,284,351)
advertisement-text: Διὰ τὸ πλύσιμον τῶν ἀσπρορρούχων ἡ μόνη ἀλησίβα ἥτις καθαρίζει τὰ ροῦχα χωρὶς νὰ τὰ καταστρέφῃ. Ἀποθήκη. Παρὰ τῷ κ. Ἰωάννῃ Μαγνίου, 477 Αἰόλου. Πωλεῖται εἰς ὅλα τὰ καλὰ παντοπωλεῖα καὶ ἀρωματοπωλεῖα. xyxy=(306,1586,532,1690)
article-paragraph: Τὸ ἐργοστάσιον τοῦτο ἐξησφαλίσθη ἐν τῇ ἑταιρίᾳ Φοῖνιξ. Τὸ πῦρ κατὰ τὰς ἀνακρίσεις προῆλθεν ἐξ ἀμελείας ἐργάτου, ὅστις ἀφῆκεν ἀναμμένον λύχνον. xyxy=(1316,615,1555,689)
article-paragraph: ΒΕΡΟΛΙΝΟΝ, 25 Μαΐου. — Τὸ Διεθνὲς Συνέδριον τῆς Χημείας ἐν τῷ ὁποίῳ συνελθόντες οἱ χημικοὶ καὶ φυσικοὶ ἐξ ὅλων τῶν χωρῶν, ἐπέτυχε μεγάλως. Αἱ συνεδριάσεις ἔληξαν. Ἐν τῷ κατὰ τὴν τελευταίαν συνεδρίασιν δοθέντι γεύματι ἐξεφωνήθη λόγος ὑπὸ τοῦ Ἕλληνος κ. Χρηστομάνου. (Ἐθν. Πρ.) xyxy=(1062,101,1300,220)
article-paragraph: Χθὲς ὡς προαγγελθὲν ἐτελέσθη ὁ διαγωνισμὸς τῆς Πανελληνίου σκοπευτικῆς ἑταιρίας ἐν Καλλιθέᾳ. Εἰς τὸν ἀγῶνα ἔλαβον μέρος ὑπὲρ τοὺς 23 σκοπευταί. Βραβεῖα ἐδόθησαν εἰς τοὺς ἀριστεύσαντας. xyxy=(1062,1094,1300,1183)
article-headline: ΕΞΕΤΑΣΕΙΣ ΓΥΜΝΑΣΤΙΚΗΣ xyxy=(1062,917,1299,944)
article-paragraph: Κατ' ἀρχὴν, ἐξηκολούθησεν ὁ κ. Λαγρὲς, εἶμαι εὐχαριστημένος διότι ἐπῆλθε ὑπὲρ τοῦ Μονοπωλίου. Διὰ πολλοὺς λόγους, ἐκ τῶν ὁποίων ἀποφασιστικὸς εἶνε, ὅτι ἀποκαλυπτικὴ ἡ ἐπέκτασις τῆς ἐξαγωγῆς καὶ ἡ ἄνοδος τῶν τιμῶν, εἶνε ἀποτέλεσμα τῆς συγκεντρώσεως τοῦ πλεονάσματος. xyxy=(46,673,284,792)
article-headline: Η ΧΘΕΣΙΝΗ ΠΥΡΚΑΓΙΑ xyxy=(1364,66,1506,124)
article-subheading: Ἡ πεῖνα εἶνε φοβερὰ καὶ προφανὴς μείζων τῆς ἐποχῆς τοῦ σεισμοῦ. Ἀνάγκη νὰ ἐπισπευσθῇ ἡ βελτίωσις, διότι ἡ πεῖνα εἶνε κατάστασις ἀφόρητος. xyxy=(303,990,534,1080)
article-subheading: Ἡ ἐπίθεσις τῶν ἀκροβολιστῶν xyxy=(556,895,789,910)
article-paragraph: Περιττὸν δὲ νὰ εἴπω ὅτι ἡ ἐπαρχία Καλαμῶν ἔμεινε ἐντελῶς ἀπροστάτευτος κατὰ τὴν διαίρεσιν τῶν κατηγοριῶν, χωρὶς νὰ ληφθῇ ὑπ' ὄψιν ἡ ποιότης τῶν προϊόντων της, ἡ ὁποία εἶνε ἀνωτέρα τῆς Ἑταιρίας τῆς τελευταίας κατηγορίας, μὲ τιμὴν 100 φρ. xyxy=(46,925,284,1044)
advertisement xyxy=(300,1551,537,1703)
advertisement xyxy=(554,1085,791,1237)
article-paragraph: ἐκφράζουσιν ἀπεριόριστον τὴν εὐγνωμοσύνην των ὑπὲρ αὐτοῦ. xyxy=(300,59,538,88)
article-paragraph: — Ἡ παρακράτησις, εἶπεν ὁ κ. Λαγρὲς, εἶνε πρόωρος πλέον ὅτι ἀπέφερε τὴν κατάπτωσιν τῶν τιμῶν τῆς σταφίδος, εἰς τρόπον, ὥστε αὐτὴ αὕτη νὰ εὑρεθῇ σήμερον κάτω τοῦ κόστους. Ἐπειδὴ δὲ τὸ ἐξωτερικὸν ἐπωφελήθη τὴν περίστασιν, ἡ παραγωγὴ μας κατέστη δυσβάστακτος, ἀφοῦ τὰ κέρδη περιῆλθον εἰς χεῖρας ὀλίγων. xyxy=(46,358,284,492)
article-headline: Η ΧΘΕΣΙΝΗ ΑΓΟΡΑ xyxy=(808,1022,1045,1049)
article-headline: Η ΠΕΙΝΑ ΕΙΣ ΤΑ ΦΙΛΙΑΤΡΑ xyxy=(334,969,503,984)
article-paragraph: Ἐπὶ τέσσαρας περίπου ὥρας διήρκεσεν ἡ φοβερὰ αὕτη πυρκαϊά, διότι ἐπὶ τόπου ὑπῆρχον μεγάλαι ποσότητες ξυλείας καὶ εὐφλέκτων ὑλῶν. xyxy=(1316,417,1555,476)
